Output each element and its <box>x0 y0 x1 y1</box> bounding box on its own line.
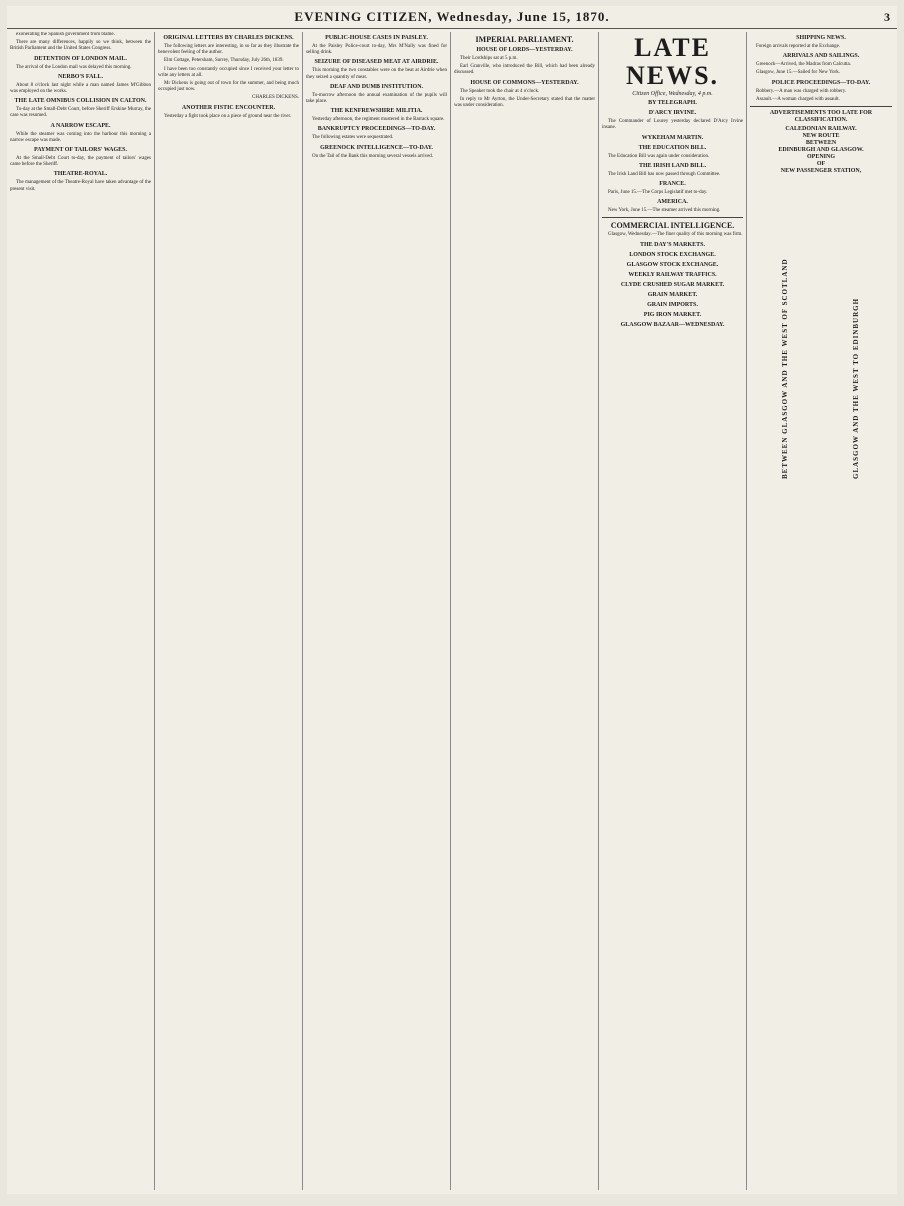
section-heading: WEEKLY RAILWAY TRAFFICS. <box>628 271 717 278</box>
paragraph: Robbery.—A man was charged with robbery. <box>756 88 847 94</box>
section-heading: PUBLIC-HOUSE CASES IN PAISLEY. <box>325 35 428 41</box>
paragraph: Greenock—Arrived, the Madras from Calcutta. <box>756 62 851 68</box>
paragraph: Yesterday afternoon, the regiment mustered in the Barrack square. <box>312 117 445 123</box>
section-heading: ANOTHER FISTIC ENCOUNTER. <box>181 104 276 111</box>
vertical-line: GLASGOW AND THE WEST TO EDINBURGH <box>852 297 861 480</box>
column-4 <box>451 32 599 1190</box>
ad-line: NEW PASSENGER STATION, <box>780 168 862 175</box>
section-heading: NERBO'S FALL. <box>58 73 103 80</box>
section-heading: IMPERIAL PARLIAMENT. <box>475 35 574 44</box>
section-heading: WYKEHAM MARTIN. <box>641 134 704 141</box>
section-heading: THE KENFREWSHIRE MILITIA. <box>330 108 423 115</box>
section-heading: A NARROW ESCAPE. <box>50 122 111 129</box>
section-heading: LONDON STOCK EXCHANGE. <box>629 251 716 258</box>
paragraph: There are many differences, happily so we think, between the British Parliament and the United States Congress. <box>10 40 151 52</box>
section-heading: BANKRUPTCY PROCEEDINGS—TO-DAY. <box>317 126 436 133</box>
section-heading: D'ARCY IRVINE. <box>648 110 697 117</box>
section-heading: THE IRISH LAND BILL. <box>638 162 707 169</box>
paragraph: The management of the Theatre-Royal have taken advantage of the present visit. <box>10 180 151 192</box>
section-heading: BY TELEGRAPH. <box>648 100 697 107</box>
paragraph: Elm Cottage, Petersham, Surrey, Thursday, July 26th, 1839. <box>164 58 284 64</box>
section-heading: GRAIN IMPORTS. <box>647 301 698 308</box>
column-5 <box>599 32 747 1190</box>
paragraph: While the steamer was coming into the harbour this morning a narrow escape was made. <box>10 131 151 143</box>
ad-line: EDINBURGH AND GLASGOW. <box>778 147 864 154</box>
section-heading: THEATRE-ROYAL. <box>53 171 108 178</box>
paragraph: New York, June 15.—The steamer arrived this morning. <box>608 208 721 214</box>
section-heading: THE EDUCATION BILL. <box>638 144 707 151</box>
column-1 <box>7 32 155 1190</box>
paragraph: Their Lordships sat at 5 p.m. <box>460 56 518 61</box>
paragraph: To-morrow afternoon the annual examination of the pupils will take place. <box>306 92 447 105</box>
column-6 <box>747 32 895 1190</box>
paragraph: This morning the two constables were on the beat at Airdrie when they seized a quantity of meat. <box>306 68 447 80</box>
column-2 <box>155 32 303 1190</box>
paragraph: The arrival of the London mail was delayed this morning. <box>16 64 132 70</box>
vertical-ad-text <box>750 179 892 479</box>
ad-line: OPENING <box>806 154 835 161</box>
section-heading: DEAF AND DUMB INSTITUTION. <box>329 83 424 90</box>
paragraph: On the Tail of the Bank this morning several vessels arrived. <box>312 153 434 159</box>
section-heading: PAYMENT OF TAILORS' WAGES. <box>33 147 128 154</box>
ad-line: OF <box>816 161 826 168</box>
column-3 <box>303 32 451 1190</box>
section-heading: DETENTION OF LONDON MAIL. <box>34 55 127 62</box>
paragraph: The Irish Land Bill has now passed through Committee. <box>608 171 721 177</box>
ad-line: NEW ROUTE <box>802 133 840 140</box>
masthead-title: EVENING CITIZEN, Wednesday, June 15, 1870. <box>294 9 610 24</box>
section-heading: HOUSE OF LORDS—YESTERDAY. <box>476 47 573 53</box>
divider <box>750 106 892 107</box>
section-heading: POLICE PROCEEDINGS—TO-DAY. <box>771 79 871 86</box>
section-heading: GRAIN MARKET. <box>647 291 698 298</box>
section-heading: ADVERTISEMENTS TOO LATE FOR CLASSIFICATION. <box>769 110 873 124</box>
paragraph: Glasgow, June 15.—Sailed for New York. <box>756 70 840 76</box>
paragraph: The following letters are interesting, in so far as they illustrate the benevolent feeling of the author. <box>158 44 299 56</box>
paragraph: About 8 o'clock last night while a man named James M'Gibbon was employed on the works. <box>10 82 151 95</box>
ad-line: BETWEEN <box>805 140 837 147</box>
paragraph: Paris, June 15.—The Corps Legislatif met to-day. <box>608 190 708 196</box>
paragraph: The Education Bill was again under consideration. <box>608 153 710 159</box>
columns <box>7 32 897 1190</box>
paragraph: At the Paisley Police-court to-day, Mrs M'Nally was fined for selling drink. <box>306 44 447 56</box>
section-heading: CLYDE CRUSHED SUGAR MARKET. <box>620 281 725 288</box>
late-news-subtitle: Citizen Office, Wednesday, 4 p.m. <box>632 91 713 97</box>
paragraph: Glasgow, Wednesday.—The finer quality of this morning was firm. <box>608 232 743 238</box>
newspaper-page <box>7 6 897 1194</box>
section-heading: ORIGINAL LETTERS BY CHARLES DICKENS. <box>163 35 294 41</box>
section-heading: AMERICA. <box>657 199 688 206</box>
vertical-line: BETWEEN GLASGOW AND THE WEST OF SCOTLAND <box>781 258 790 480</box>
section-heading: SEIZURE OF DISEASED MEAT AT AIRDRIE. <box>314 59 439 66</box>
paragraph: To-day at the Small-Debt Court, before Sheriff Erskine Murray, the case was resumed. <box>10 107 151 119</box>
paragraph: The Speaker took the chair at 4 o'clock. <box>460 88 540 94</box>
paragraph: Yesterday a fight took place on a piece of ground near the river. <box>164 113 292 119</box>
paragraph: Mr Dickens is going out of town for the summer, and being much occupied just now. <box>158 81 299 93</box>
paragraph: The following estates were sequestrated. <box>312 135 394 141</box>
page-number: 3 <box>884 9 891 24</box>
section-heading: GLASGOW BAZAAR—WEDNESDAY. <box>620 321 725 328</box>
section-heading: COMMERCIAL INTELLIGENCE. <box>610 221 735 231</box>
paragraph: In reply to Mr Ayrton, the Under-Secretary stated that the matter was under consideration. <box>454 96 595 109</box>
section-heading: GLASGOW STOCK EXCHANGE. <box>626 261 719 268</box>
section-heading: HOUSE OF COMMONS—YESTERDAY. <box>470 79 579 86</box>
section-heading: ARRIVALS AND SAILINGS. <box>782 53 860 60</box>
paragraph: exonerating the Spanish government from blame. <box>16 32 115 37</box>
signature: CHARLES DICKENS. <box>252 95 299 101</box>
section-heading: THE DAY'S MARKETS. <box>640 241 705 248</box>
section-heading: GREENOCK INTELLIGENCE—TO-DAY. <box>320 144 433 151</box>
paragraph: At the Small-Debt Court to-day, the payment of tailors' wages came before the Sheriff. <box>10 156 151 168</box>
section-heading: PIG IRON MARKET. <box>643 311 702 318</box>
masthead <box>7 6 897 29</box>
ad-title: CALEDONIAN RAILWAY. <box>785 126 857 133</box>
paragraph: I have been too constantly occupied since I received your letter to write any letters at all. <box>158 66 299 78</box>
paragraph: Foreign arrivals reported at the Exchange. <box>756 44 841 49</box>
paragraph: The Commander of Lourey yesterday declared D'Arcy Irvine insane. <box>602 119 743 131</box>
section-heading: THE LATE OMNIBUS COLLISION IN CALTON. <box>14 98 147 105</box>
paragraph: Earl Granville, who introduced the Bill, which had been already discussed. <box>454 64 595 76</box>
paragraph: Assault.—A woman charged with assault. <box>756 96 840 102</box>
section-heading: FRANCE. <box>659 181 686 188</box>
late-news-title: LATE NEWS. <box>625 33 720 90</box>
divider <box>602 217 743 218</box>
section-heading: SHIPPING NEWS. <box>796 35 846 41</box>
